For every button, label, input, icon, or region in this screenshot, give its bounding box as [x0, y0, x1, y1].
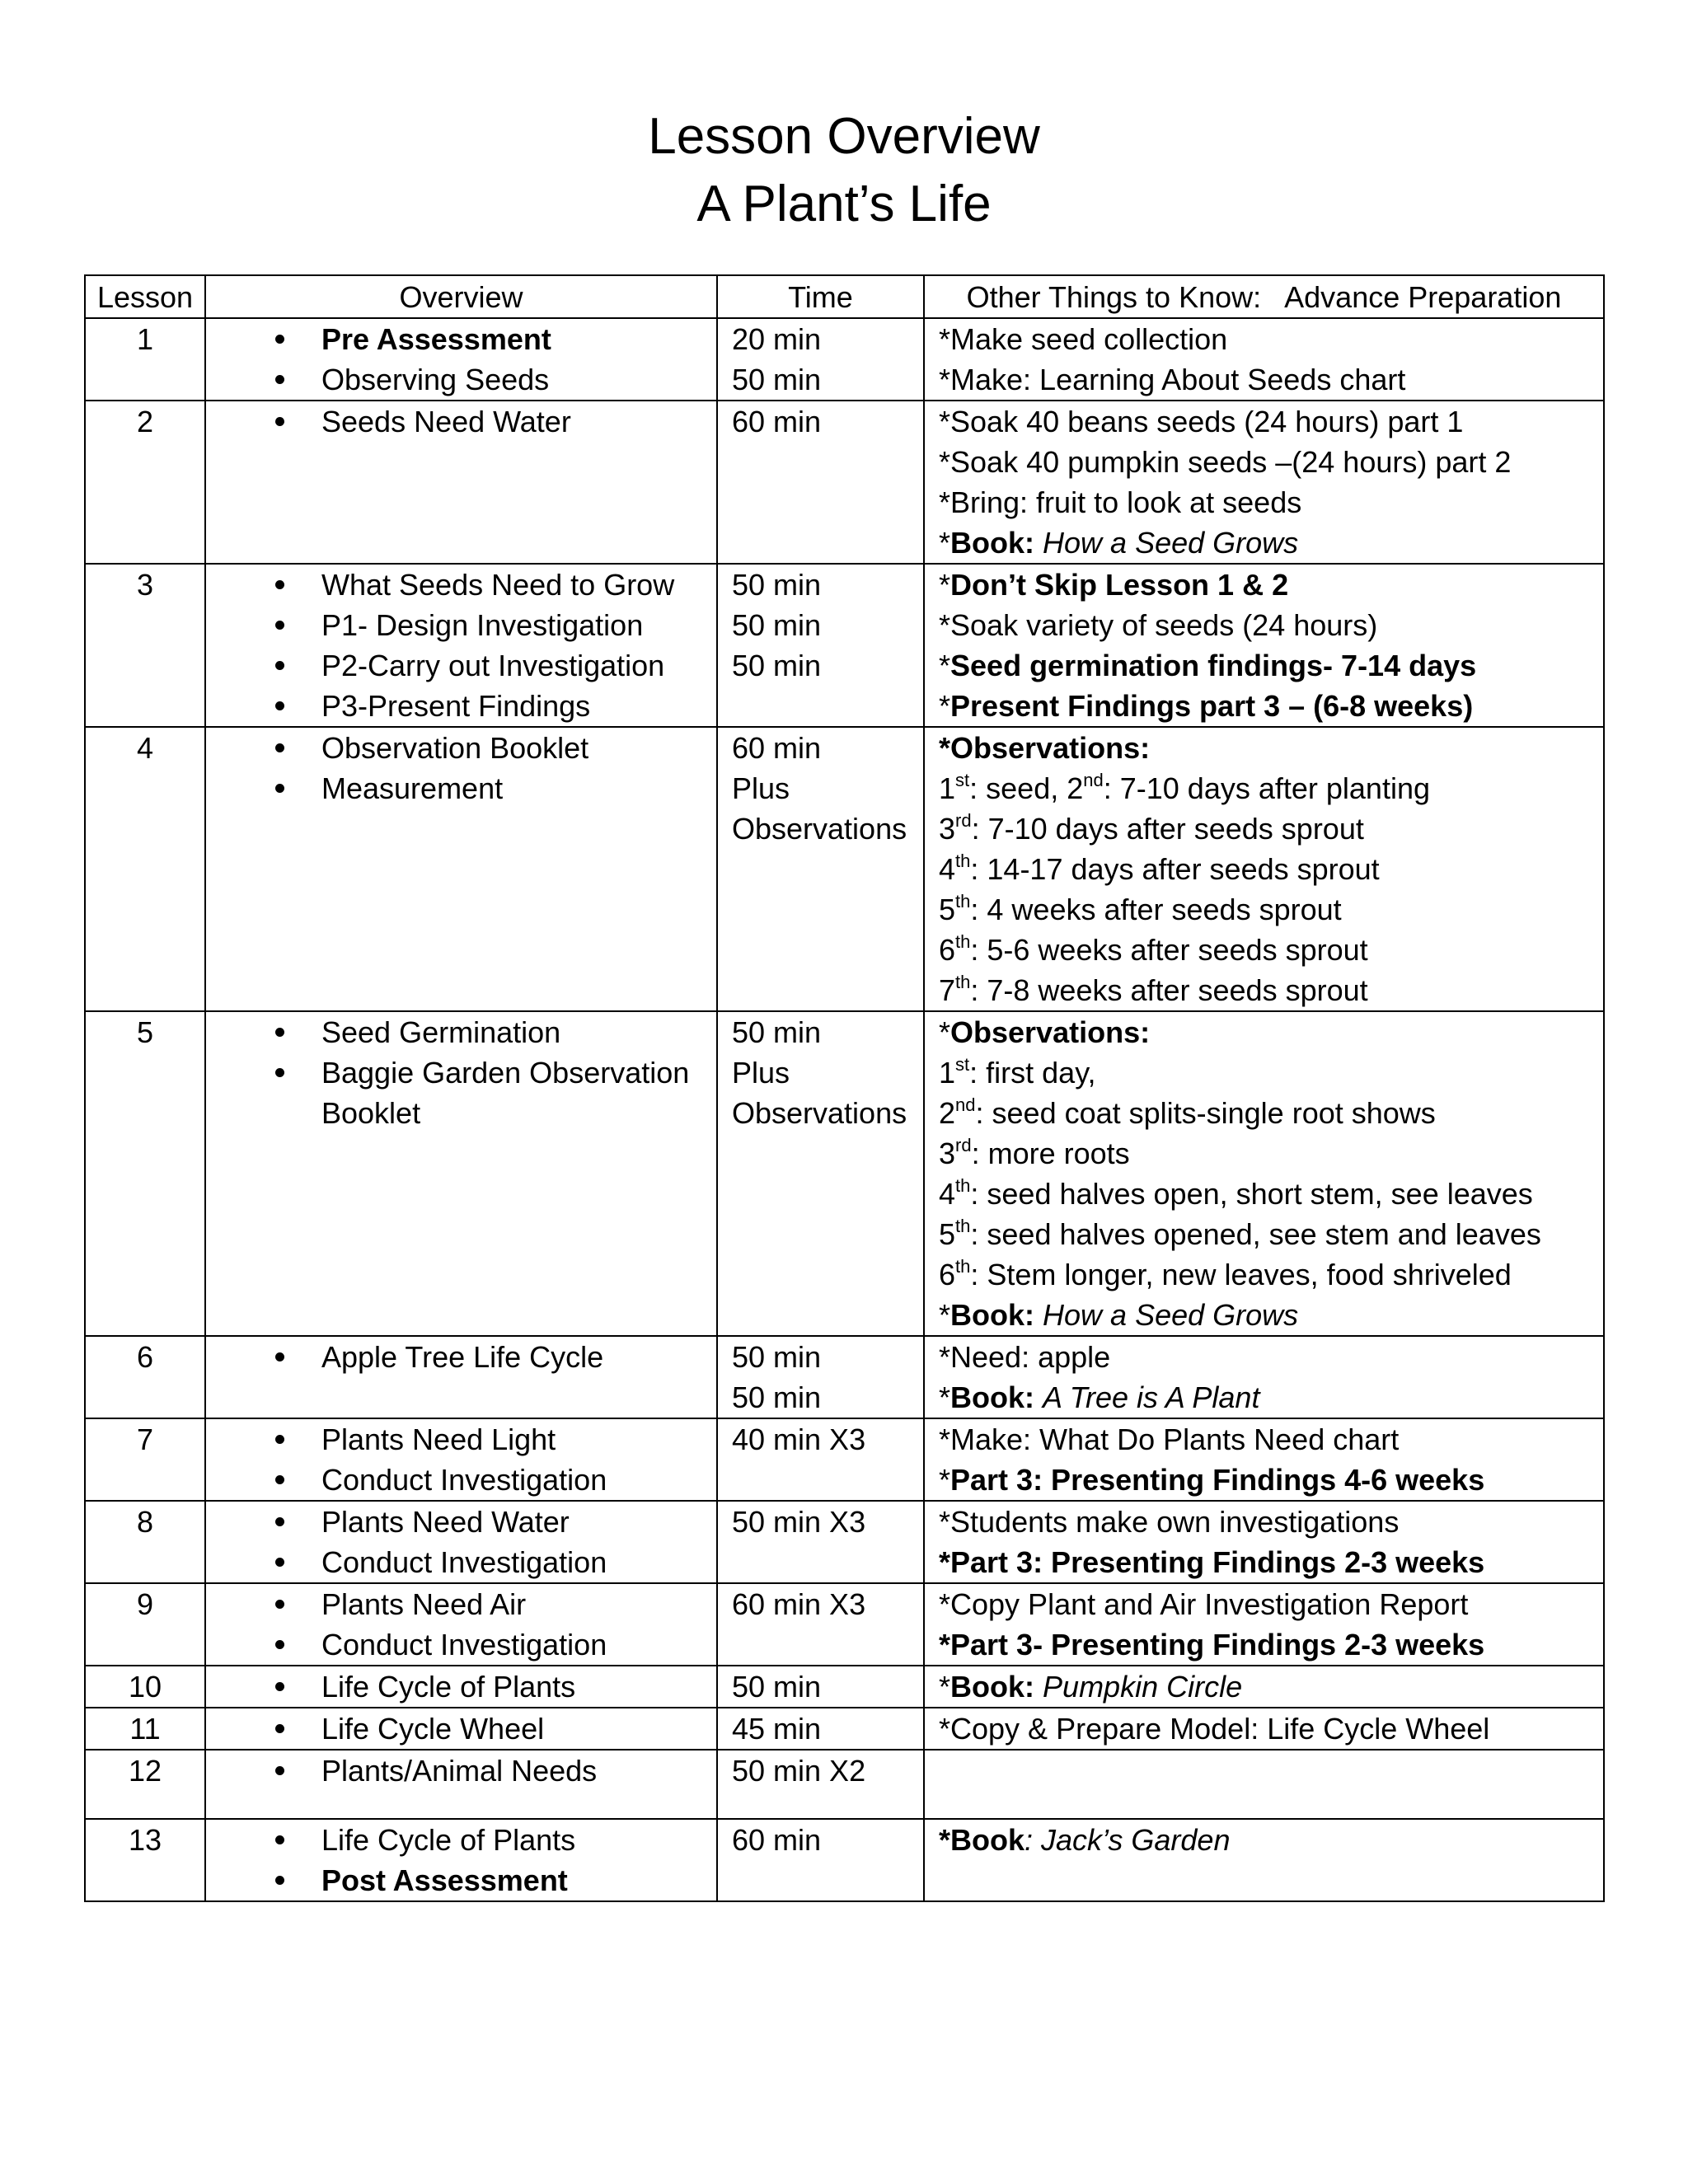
overview-item — [206, 645, 716, 686]
note-text: nd — [1083, 770, 1104, 790]
time-value: 50 min — [732, 608, 822, 642]
overview-cell — [205, 727, 717, 1011]
overview-item — [206, 1860, 716, 1900]
note-line — [939, 1460, 1603, 1500]
note-text: * — [939, 1298, 951, 1332]
note-text: 4 — [939, 1177, 956, 1211]
overview-item — [206, 1666, 716, 1707]
note-text: : 5-6 weeks after seeds sprout — [970, 933, 1368, 967]
overview-item-text: Life Cycle of Plants — [321, 1670, 576, 1704]
note-text: st — [955, 770, 970, 790]
note-text: th — [955, 931, 971, 952]
notes-cell — [924, 1011, 1604, 1336]
overview-cell — [205, 1583, 717, 1666]
overview-item — [206, 359, 716, 400]
note-text: th — [955, 1216, 971, 1236]
note-line — [939, 1295, 1603, 1335]
overview-item — [206, 1624, 716, 1665]
notes-cell — [924, 1501, 1604, 1583]
note-text: *Need: apple — [939, 1340, 1111, 1374]
note-text: *Soak 40 pumpkin seeds –(24 hours) part 2 — [939, 445, 1512, 479]
lesson-number: 8 — [85, 1501, 205, 1583]
note-line — [939, 808, 1603, 849]
notes-cell — [924, 1819, 1604, 1901]
time-cell — [717, 1750, 924, 1819]
overview-cell — [205, 1336, 717, 1418]
notes-cell — [924, 727, 1604, 1011]
note-line — [939, 1584, 1603, 1624]
note-text: *Soak variety of seeds (24 hours) — [939, 608, 1378, 642]
note-text: 6 — [939, 1258, 956, 1291]
note-text: *Observations: — [939, 731, 1151, 765]
note-text: 2 — [939, 1096, 956, 1130]
note-line — [939, 1708, 1603, 1749]
time-value: 50 min — [732, 1380, 822, 1414]
overview-item-text: Life Cycle Wheel — [321, 1712, 545, 1746]
overview-item-text: Baggie Garden Observation — [321, 1056, 690, 1090]
overview-cell — [205, 1750, 717, 1819]
overview-item-text: Conduct Investigation — [321, 1463, 607, 1497]
time-value: 45 min — [732, 1712, 822, 1746]
overview-cell — [205, 1819, 717, 1901]
note-text: nd — [955, 1094, 976, 1115]
table-row — [85, 564, 1604, 727]
note-line — [939, 970, 1603, 1010]
lesson-number: 9 — [85, 1583, 205, 1666]
note-line — [939, 645, 1603, 686]
document-title — [0, 103, 1688, 238]
table-body — [85, 318, 1604, 1901]
note-text: * — [939, 1015, 951, 1049]
overview-item — [206, 1337, 716, 1377]
note-text: Pumpkin Circle — [1043, 1670, 1243, 1704]
notes-cell — [924, 1750, 1604, 1819]
overview-cell — [205, 1011, 717, 1336]
note-text: th — [955, 1256, 971, 1277]
overview-item — [206, 1584, 716, 1624]
lesson-number: 7 — [85, 1418, 205, 1501]
table-header-row — [85, 275, 1604, 318]
lesson-number: 1 — [85, 318, 205, 401]
time-value: 60 min — [732, 731, 822, 765]
overview-cell — [205, 1501, 717, 1583]
overview-item — [206, 686, 716, 726]
overview-cell — [205, 318, 717, 401]
note-line — [939, 1214, 1603, 1254]
note-text: How a Seed Grows — [1043, 1298, 1299, 1332]
time-cell — [717, 1501, 924, 1583]
note-text: * — [939, 526, 951, 560]
overview-item — [206, 1502, 716, 1542]
time-value: 50 min — [732, 649, 822, 682]
note-text: * — [939, 1463, 951, 1497]
time-cell — [717, 318, 924, 401]
overview-item-text: Pre Assessment — [321, 322, 551, 356]
overview-item — [206, 1750, 716, 1791]
note-text: *Make: Learning About Seeds chart — [939, 363, 1406, 396]
overview-item — [206, 319, 716, 359]
header-lesson: Lesson — [85, 275, 205, 318]
note-line — [939, 1624, 1603, 1665]
overview-cell — [205, 401, 717, 564]
note-line — [939, 1419, 1603, 1460]
time-value: 50 min X3 — [732, 1505, 866, 1539]
overview-item-text: Plants Need Light — [321, 1422, 556, 1456]
note-text: 3 — [939, 1137, 956, 1170]
lesson-number: 2 — [85, 401, 205, 564]
note-text: : 7-10 days after planting — [1103, 771, 1430, 805]
notes-cell — [924, 1708, 1604, 1750]
lesson-overview-table — [84, 274, 1605, 1902]
note-text: Don’t Skip Lesson 1 & 2 — [950, 568, 1289, 602]
time-cell — [717, 1011, 924, 1336]
notes-cell — [924, 1583, 1604, 1666]
note-line — [939, 889, 1603, 930]
lesson-number: 13 — [85, 1819, 205, 1901]
notes-cell — [924, 1418, 1604, 1501]
time-value: 60 min — [732, 1823, 822, 1857]
note-text: *Soak 40 beans seeds (24 hours) part 1 — [939, 405, 1464, 438]
note-text: 1 — [939, 771, 956, 805]
overview-item — [206, 565, 716, 605]
note-text: *Make seed collection — [939, 322, 1228, 356]
table-row — [85, 1583, 1604, 1666]
note-text: *Students make own investigations — [939, 1505, 1400, 1539]
note-text — [1034, 526, 1043, 560]
time-value: 60 min X3 — [732, 1587, 866, 1621]
note-text: : 14-17 days after seeds sprout — [970, 852, 1380, 886]
note-text: st — [955, 1054, 970, 1075]
overview-item-text: Plants Need Air — [321, 1587, 527, 1621]
note-text: Part 3: Presenting Findings 4-6 weeks — [950, 1463, 1485, 1497]
note-text: 1 — [939, 1056, 956, 1090]
note-text: A Tree is A Plant — [1043, 1380, 1260, 1414]
overview-item — [206, 605, 716, 645]
note-text: th — [955, 972, 971, 992]
note-line — [939, 1666, 1603, 1707]
note-text: Book: — [950, 1380, 1035, 1414]
header-notes: Other Things to Know: Advance Preparation — [924, 275, 1604, 318]
note-text: Observations: — [950, 1015, 1151, 1049]
note-line — [939, 401, 1603, 442]
note-line — [939, 605, 1603, 645]
time-value: 50 min X2 — [732, 1754, 866, 1788]
note-text: *Part 3- Presenting Findings 2-3 weeks — [939, 1628, 1485, 1661]
overview-item-text: Life Cycle of Plants — [321, 1823, 576, 1857]
note-line — [939, 768, 1603, 808]
note-text: * — [939, 1670, 951, 1704]
notes-cell — [924, 1666, 1604, 1708]
overview-item — [206, 1820, 716, 1860]
note-line — [939, 359, 1603, 400]
time-cell — [717, 564, 924, 727]
note-text: : 7-10 days after seeds sprout — [971, 812, 1364, 846]
table-row — [85, 1501, 1604, 1583]
note-text: th — [955, 851, 971, 871]
table-row — [85, 1011, 1604, 1336]
notes-cell — [924, 318, 1604, 401]
note-text: : seed halves open, short stem, see leaves — [970, 1177, 1533, 1211]
table-row — [85, 1666, 1604, 1708]
note-text: : more roots — [971, 1137, 1130, 1170]
note-line — [939, 1820, 1603, 1860]
time-cell — [717, 1336, 924, 1418]
note-text: : 7-8 weeks after seeds sprout — [970, 973, 1368, 1007]
note-line — [939, 1133, 1603, 1174]
overview-item-text: Post Assessment — [321, 1863, 568, 1897]
time-value: 50 min — [732, 568, 822, 602]
note-text: * — [939, 568, 951, 602]
table-row — [85, 1819, 1604, 1901]
note-text — [1034, 1670, 1043, 1704]
lesson-number: 5 — [85, 1011, 205, 1336]
note-line — [939, 565, 1603, 605]
header-overview: Overview — [205, 275, 717, 318]
note-text: 5 — [939, 1217, 956, 1251]
note-text: * — [939, 1380, 951, 1414]
time-cell — [717, 1583, 924, 1666]
note-text: : seed halves opened, see stem and leaves — [970, 1217, 1541, 1251]
time-value: 50 min — [732, 1340, 822, 1374]
notes-cell — [924, 564, 1604, 727]
note-text: th — [955, 891, 971, 912]
note-line — [939, 849, 1603, 889]
time-cell — [717, 1819, 924, 1901]
note-text: rd — [955, 1135, 972, 1155]
note-text: Book: — [950, 1670, 1035, 1704]
overview-item — [206, 1419, 716, 1460]
note-line — [939, 1093, 1603, 1133]
overview-item-text: Plants/Animal Needs — [321, 1754, 598, 1788]
overview-item-text: Conduct Investigation — [321, 1628, 607, 1661]
time-value: 50 min — [732, 1670, 822, 1704]
note-text: Book: — [950, 526, 1035, 560]
note-text: 4 — [939, 852, 956, 886]
overview-item — [206, 728, 716, 768]
note-text: : 4 weeks after seeds sprout — [970, 893, 1342, 926]
note-line — [939, 1337, 1603, 1377]
overview-item-text: Conduct Investigation — [321, 1545, 607, 1579]
overview-item-text: Seed Germination — [321, 1015, 561, 1049]
note-text: 5 — [939, 893, 956, 926]
note-text: th — [955, 1175, 971, 1196]
note-line — [939, 1542, 1603, 1582]
lesson-number: 11 — [85, 1708, 205, 1750]
time-value: 40 min X3 — [732, 1422, 866, 1456]
note-text: 6 — [939, 933, 956, 967]
overview-item — [206, 1460, 716, 1500]
table-row — [85, 1336, 1604, 1418]
note-text: 3 — [939, 812, 956, 846]
note-text: rd — [955, 810, 972, 831]
overview-item — [206, 1052, 716, 1093]
note-line — [939, 1174, 1603, 1214]
note-line — [939, 1377, 1603, 1418]
lesson-number: 4 — [85, 727, 205, 1011]
time-cell — [717, 1708, 924, 1750]
note-text: Seed germination findings- 7-14 days — [950, 649, 1477, 682]
note-line — [939, 1254, 1603, 1295]
note-text: *Part 3: Presenting Findings 2-3 weeks — [939, 1545, 1485, 1579]
note-text: : first day, — [969, 1056, 1096, 1090]
note-text: Present Findings part 3 – (6-8 weeks) — [950, 689, 1474, 723]
time-value: 50 min — [732, 1015, 822, 1049]
header-time: Time — [717, 275, 924, 318]
table-row — [85, 401, 1604, 564]
note-text: : seed coat splits-single root shows — [975, 1096, 1436, 1130]
overview-item — [206, 1542, 716, 1582]
overview-item-text: P1- Design Investigation — [321, 608, 644, 642]
overview-item — [206, 401, 716, 442]
time-cell — [717, 401, 924, 564]
note-text: * — [939, 649, 951, 682]
table-row — [85, 1708, 1604, 1750]
overview-item-text: What Seeds Need to Grow — [321, 568, 675, 602]
lesson-number: 3 — [85, 564, 205, 727]
time-value: Plus — [732, 1056, 790, 1090]
overview-item-continuation: Booklet — [321, 1096, 421, 1130]
note-text: *Book — [939, 1823, 1025, 1857]
notes-cell — [924, 1336, 1604, 1418]
overview-item-text: P2-Carry out Investigation — [321, 649, 665, 682]
table-row — [85, 318, 1604, 401]
time-value: Observations — [732, 812, 907, 846]
time-cell — [717, 727, 924, 1011]
note-line — [939, 1052, 1603, 1093]
time-cell — [717, 1666, 924, 1708]
overview-item-text: Measurement — [321, 771, 504, 805]
overview-cell — [205, 1666, 717, 1708]
note-line — [939, 319, 1603, 359]
note-text: *Make: What Do Plants Need chart — [939, 1422, 1400, 1456]
overview-item — [206, 1012, 716, 1052]
note-text: *Bring: fruit to look at seeds — [939, 485, 1302, 519]
note-text: * — [939, 689, 951, 723]
note-text: How a Seed Grows — [1043, 526, 1299, 560]
note-line — [939, 930, 1603, 970]
time-value: 60 min — [732, 405, 822, 438]
note-line — [939, 523, 1603, 563]
time-value: 50 min — [732, 363, 822, 396]
title-line-1: Lesson Overview — [648, 108, 1040, 165]
lesson-number: 10 — [85, 1666, 205, 1708]
note-text: : Stem longer, new leaves, food shriveled — [970, 1258, 1512, 1291]
overview-cell — [205, 1708, 717, 1750]
overview-item — [206, 1708, 716, 1749]
overview-item-text: Apple Tree Life Cycle — [321, 1340, 604, 1374]
table-row — [85, 727, 1604, 1011]
note-text: 7 — [939, 973, 956, 1007]
note-text — [1034, 1380, 1043, 1414]
note-text: : Jack’s Garden — [1025, 1823, 1231, 1857]
time-cell — [717, 1418, 924, 1501]
overview-cell — [205, 564, 717, 727]
table-row — [85, 1418, 1604, 1501]
overview-cell — [205, 1418, 717, 1501]
note-line — [939, 1012, 1603, 1052]
table-row — [85, 1750, 1604, 1819]
lesson-number: 6 — [85, 1336, 205, 1418]
overview-item-text: Seeds Need Water — [321, 405, 571, 438]
overview-item-text: P3-Present Findings — [321, 689, 591, 723]
note-line — [939, 442, 1603, 482]
note-text: *Copy & Prepare Model: Life Cycle Wheel — [939, 1712, 1490, 1746]
overview-item-text: Observation Booklet — [321, 731, 589, 765]
time-value: 20 min — [732, 322, 822, 356]
time-value: Plus — [732, 771, 790, 805]
time-value: Observations — [732, 1096, 907, 1130]
note-line — [939, 686, 1603, 726]
note-line — [939, 482, 1603, 523]
note-line — [939, 728, 1603, 768]
overview-item-text: Plants Need Water — [321, 1505, 570, 1539]
note-text: *Copy Plant and Air Investigation Report — [939, 1587, 1469, 1621]
note-text: : seed, 2 — [969, 771, 1084, 805]
notes-cell — [924, 401, 1604, 564]
overview-item-text: Observing Seeds — [321, 363, 550, 396]
note-text — [1034, 1298, 1043, 1332]
lesson-number: 12 — [85, 1750, 205, 1819]
note-line — [939, 1502, 1603, 1542]
title-line-2: A Plant’s Life — [696, 176, 992, 232]
overview-item — [206, 768, 716, 808]
note-text: Book: — [950, 1298, 1035, 1332]
